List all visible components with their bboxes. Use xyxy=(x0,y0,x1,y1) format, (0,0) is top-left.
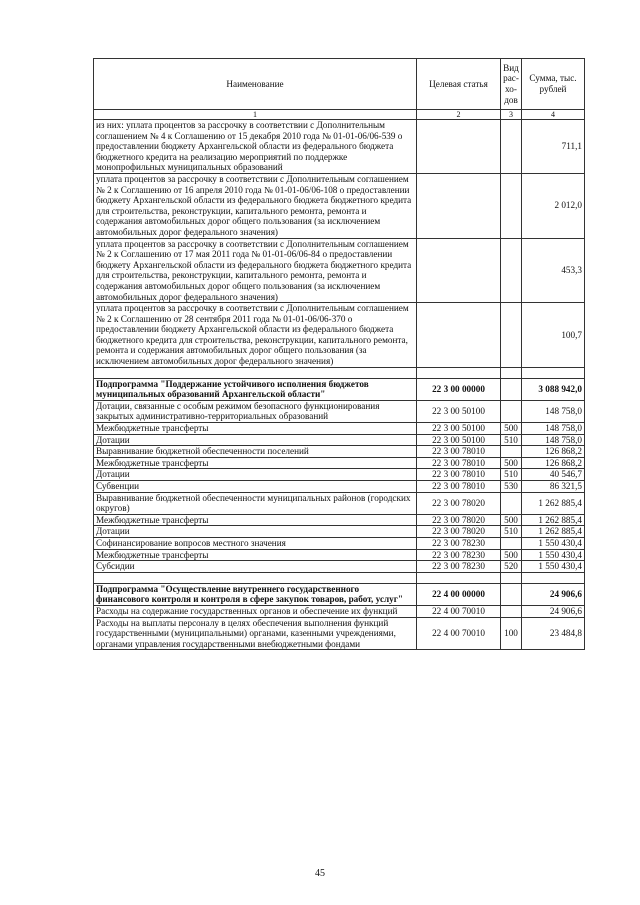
row-name-cell: Расходы на содержание государственных органов и обеспечение их функций xyxy=(94,605,417,617)
row-code-cell: 22 3 00 50100 xyxy=(417,434,501,446)
row-code-cell xyxy=(417,120,501,174)
row-name-cell: из них: уплата процентов за рассрочку в соответствии с Дополнительным соглашением № 4 к Соглашению от 15 декабря 2010 года № 01-01-06/06-539 о предоставлении бюджету Архангельской области из федерального бюджета бюджетного кредита на реализацию мероприятий по поддержке монопрофильных муниципальных образований xyxy=(94,120,417,174)
table-row xyxy=(94,367,585,378)
row-sum-cell: 1 262 885,4 xyxy=(522,526,585,538)
header-type: Вид рас-хо-дов xyxy=(501,59,522,110)
table-row xyxy=(94,446,585,458)
row-name-cell xyxy=(94,572,417,583)
table-row xyxy=(94,561,585,573)
table-row xyxy=(94,400,585,422)
table-row xyxy=(94,605,585,617)
header-sum: Сумма, тыс. рублей xyxy=(522,59,585,110)
table-row xyxy=(94,549,585,561)
row-code-cell: 22 3 00 78010 xyxy=(417,446,501,458)
row-name-cell: Расходы на выплаты персоналу в целях обеспечения выполнения функций государственными (муниципальными) органами, казенными учреждениями, органами управления государственными внебюджетными фондами xyxy=(94,617,417,650)
table-row xyxy=(94,514,585,526)
table-row xyxy=(94,481,585,493)
row-type-cell: 510 xyxy=(501,469,522,481)
table-row xyxy=(94,303,585,368)
row-sum-cell: 711,1 xyxy=(522,120,585,174)
table-row xyxy=(94,457,585,469)
row-type-cell: 500 xyxy=(501,549,522,561)
row-sum-cell xyxy=(522,367,585,378)
row-code-cell: 22 3 00 78010 xyxy=(417,481,501,493)
row-type-cell xyxy=(501,367,522,378)
row-name-cell: Субвенции xyxy=(94,481,417,493)
row-code-cell: 22 3 00 00000 xyxy=(417,378,501,400)
table-header-row xyxy=(94,59,585,110)
table-row xyxy=(94,378,585,400)
row-code-cell: 22 4 00 70010 xyxy=(417,605,501,617)
row-type-cell xyxy=(501,173,522,238)
row-name-cell: Межбюджетные трансферты xyxy=(94,457,417,469)
row-sum-cell: 3 088 942,0 xyxy=(522,378,585,400)
row-sum-cell: 100,7 xyxy=(522,303,585,368)
row-sum-cell: 1 550 430,4 xyxy=(522,537,585,549)
row-sum-cell: 24 906,6 xyxy=(522,605,585,617)
table-row xyxy=(94,469,585,481)
row-code-cell xyxy=(417,303,501,368)
row-name-cell: Субсидии xyxy=(94,561,417,573)
row-name-cell: Подпрограмма "Осуществление внутреннего государственного финансового контроля и контроля в сфере закупок товаров, работ, услуг" xyxy=(94,583,417,605)
row-code-cell: 22 3 00 50100 xyxy=(417,400,501,422)
row-name-cell: уплата процентов за рассрочку в соответствии с Дополнительным соглашением № 2 к Соглашению от 17 мая 2011 года № 01-01-06/06-84 о предоставлении бюджету Архангельской области из федерального бюджета бюджетного кредита для строительства, реконструкции, капитального ремонта, ремонта и содержания автомобильных дорог общего пользования (за исключением автомобильных дорог федерального значения) xyxy=(94,238,417,303)
column-number: 2 xyxy=(417,110,501,120)
row-type-cell xyxy=(501,583,522,605)
row-name-cell: Межбюджетные трансферты xyxy=(94,549,417,561)
row-code-cell xyxy=(417,173,501,238)
row-sum-cell: 1 262 885,4 xyxy=(522,492,585,514)
row-name-cell: уплата процентов за рассрочку в соответствии с Дополнительным соглашением № 2 к Соглашению от 16 апреля 2010 года № 01-01-06/06-108 о предоставлении бюджету Архангельской области из федерального бюджета бюджетного кредита для строительства, реконструкции, капитального ремонта, ремонта и содержания автомобильных дорог общего пользования (за исключением автомобильных дорог федерального значения) xyxy=(94,173,417,238)
table-row xyxy=(94,423,585,435)
row-code-cell: 22 3 00 78020 xyxy=(417,526,501,538)
row-name-cell: Межбюджетные трансферты xyxy=(94,423,417,435)
row-name-cell: Дотации xyxy=(94,434,417,446)
table-row xyxy=(94,617,585,650)
row-code-cell: 22 3 00 78020 xyxy=(417,514,501,526)
row-name-cell: Межбюджетные трансферты xyxy=(94,514,417,526)
row-sum-cell: 148 758,0 xyxy=(522,434,585,446)
row-type-cell xyxy=(501,492,522,514)
table-row xyxy=(94,238,585,303)
row-sum-cell: 453,3 xyxy=(522,238,585,303)
row-code-cell: 22 4 00 00000 xyxy=(417,583,501,605)
row-type-cell: 520 xyxy=(501,561,522,573)
row-type-cell: 500 xyxy=(501,514,522,526)
column-number: 3 xyxy=(501,110,522,120)
row-type-cell: 510 xyxy=(501,434,522,446)
row-name-cell: Дотации xyxy=(94,526,417,538)
row-sum-cell: 24 906,6 xyxy=(522,583,585,605)
row-type-cell: 100 xyxy=(501,617,522,650)
row-sum-cell: 86 321,5 xyxy=(522,481,585,493)
table-row xyxy=(94,537,585,549)
column-number-row xyxy=(94,110,585,120)
row-type-cell xyxy=(501,446,522,458)
row-type-cell: 500 xyxy=(501,423,522,435)
budget-table xyxy=(93,58,585,650)
table-row xyxy=(94,492,585,514)
row-name-cell: Выравнивание бюджетной обеспеченности поселений xyxy=(94,446,417,458)
header-code: Целевая статья xyxy=(417,59,501,110)
row-type-cell: 530 xyxy=(501,481,522,493)
row-code-cell: 22 3 00 78020 xyxy=(417,492,501,514)
table-row xyxy=(94,434,585,446)
row-code-cell: 22 3 00 78230 xyxy=(417,561,501,573)
row-name-cell: Выравнивание бюджетной обеспеченности муниципальных районов (городских округов) xyxy=(94,492,417,514)
row-name-cell: уплата процентов за рассрочку в соответствии с Дополнительным соглашением № 2 к Соглашению от 28 сентября 2011 года № 01-01-06/06-370 о предоставлении бюджету Архангельской области из федерального бюджета бюджетного кредита для строительства, реконструкции, капитального ремонта, ремонта и содержания автомобильных дорог общего пользования (за исключением автомобильных дорог федерального значения) xyxy=(94,303,417,368)
row-name-cell: Дотации xyxy=(94,469,417,481)
row-type-cell xyxy=(501,378,522,400)
row-code-cell xyxy=(417,238,501,303)
row-type-cell xyxy=(501,572,522,583)
header-name: Наименование xyxy=(94,59,417,110)
row-sum-cell: 23 484,8 xyxy=(522,617,585,650)
row-code-cell: 22 3 00 78230 xyxy=(417,537,501,549)
row-name-cell: Софинансирование вопросов местного значения xyxy=(94,537,417,549)
row-name-cell xyxy=(94,367,417,378)
row-code-cell xyxy=(417,572,501,583)
table-row xyxy=(94,120,585,174)
row-sum-cell: 1 550 430,4 xyxy=(522,549,585,561)
row-sum-cell: 126 868,2 xyxy=(522,457,585,469)
row-type-cell: 500 xyxy=(501,457,522,469)
row-sum-cell: 126 868,2 xyxy=(522,446,585,458)
row-type-cell xyxy=(501,120,522,174)
row-type-cell xyxy=(501,303,522,368)
row-code-cell: 22 3 00 78010 xyxy=(417,469,501,481)
row-code-cell: 22 3 00 78010 xyxy=(417,457,501,469)
row-type-cell xyxy=(501,400,522,422)
table-row xyxy=(94,572,585,583)
row-sum-cell: 40 546,7 xyxy=(522,469,585,481)
row-code-cell: 22 3 00 78230 xyxy=(417,549,501,561)
table-row xyxy=(94,173,585,238)
row-sum-cell: 1 550 430,4 xyxy=(522,561,585,573)
table-row xyxy=(94,583,585,605)
row-sum-cell xyxy=(522,572,585,583)
row-code-cell xyxy=(417,367,501,378)
page-number: 45 xyxy=(315,868,325,879)
row-name-cell: Подпрограмма "Поддержание устойчивого исполнения бюджетов муниципальных образований Архангельской области" xyxy=(94,378,417,400)
row-type-cell: 510 xyxy=(501,526,522,538)
row-sum-cell: 148 758,0 xyxy=(522,400,585,422)
table-row xyxy=(94,526,585,538)
row-sum-cell: 1 262 885,4 xyxy=(522,514,585,526)
row-type-cell xyxy=(501,537,522,549)
row-code-cell: 22 4 00 70010 xyxy=(417,617,501,650)
row-sum-cell: 148 758,0 xyxy=(522,423,585,435)
column-number: 1 xyxy=(94,110,417,120)
table-body xyxy=(94,120,585,650)
column-number: 4 xyxy=(522,110,585,120)
row-code-cell: 22 3 00 50100 xyxy=(417,423,501,435)
row-name-cell: Дотации, связанные с особым режимом безопасного функционирования закрытых административно-территориальных образований xyxy=(94,400,417,422)
row-type-cell xyxy=(501,238,522,303)
row-sum-cell: 2 012,0 xyxy=(522,173,585,238)
row-type-cell xyxy=(501,605,522,617)
